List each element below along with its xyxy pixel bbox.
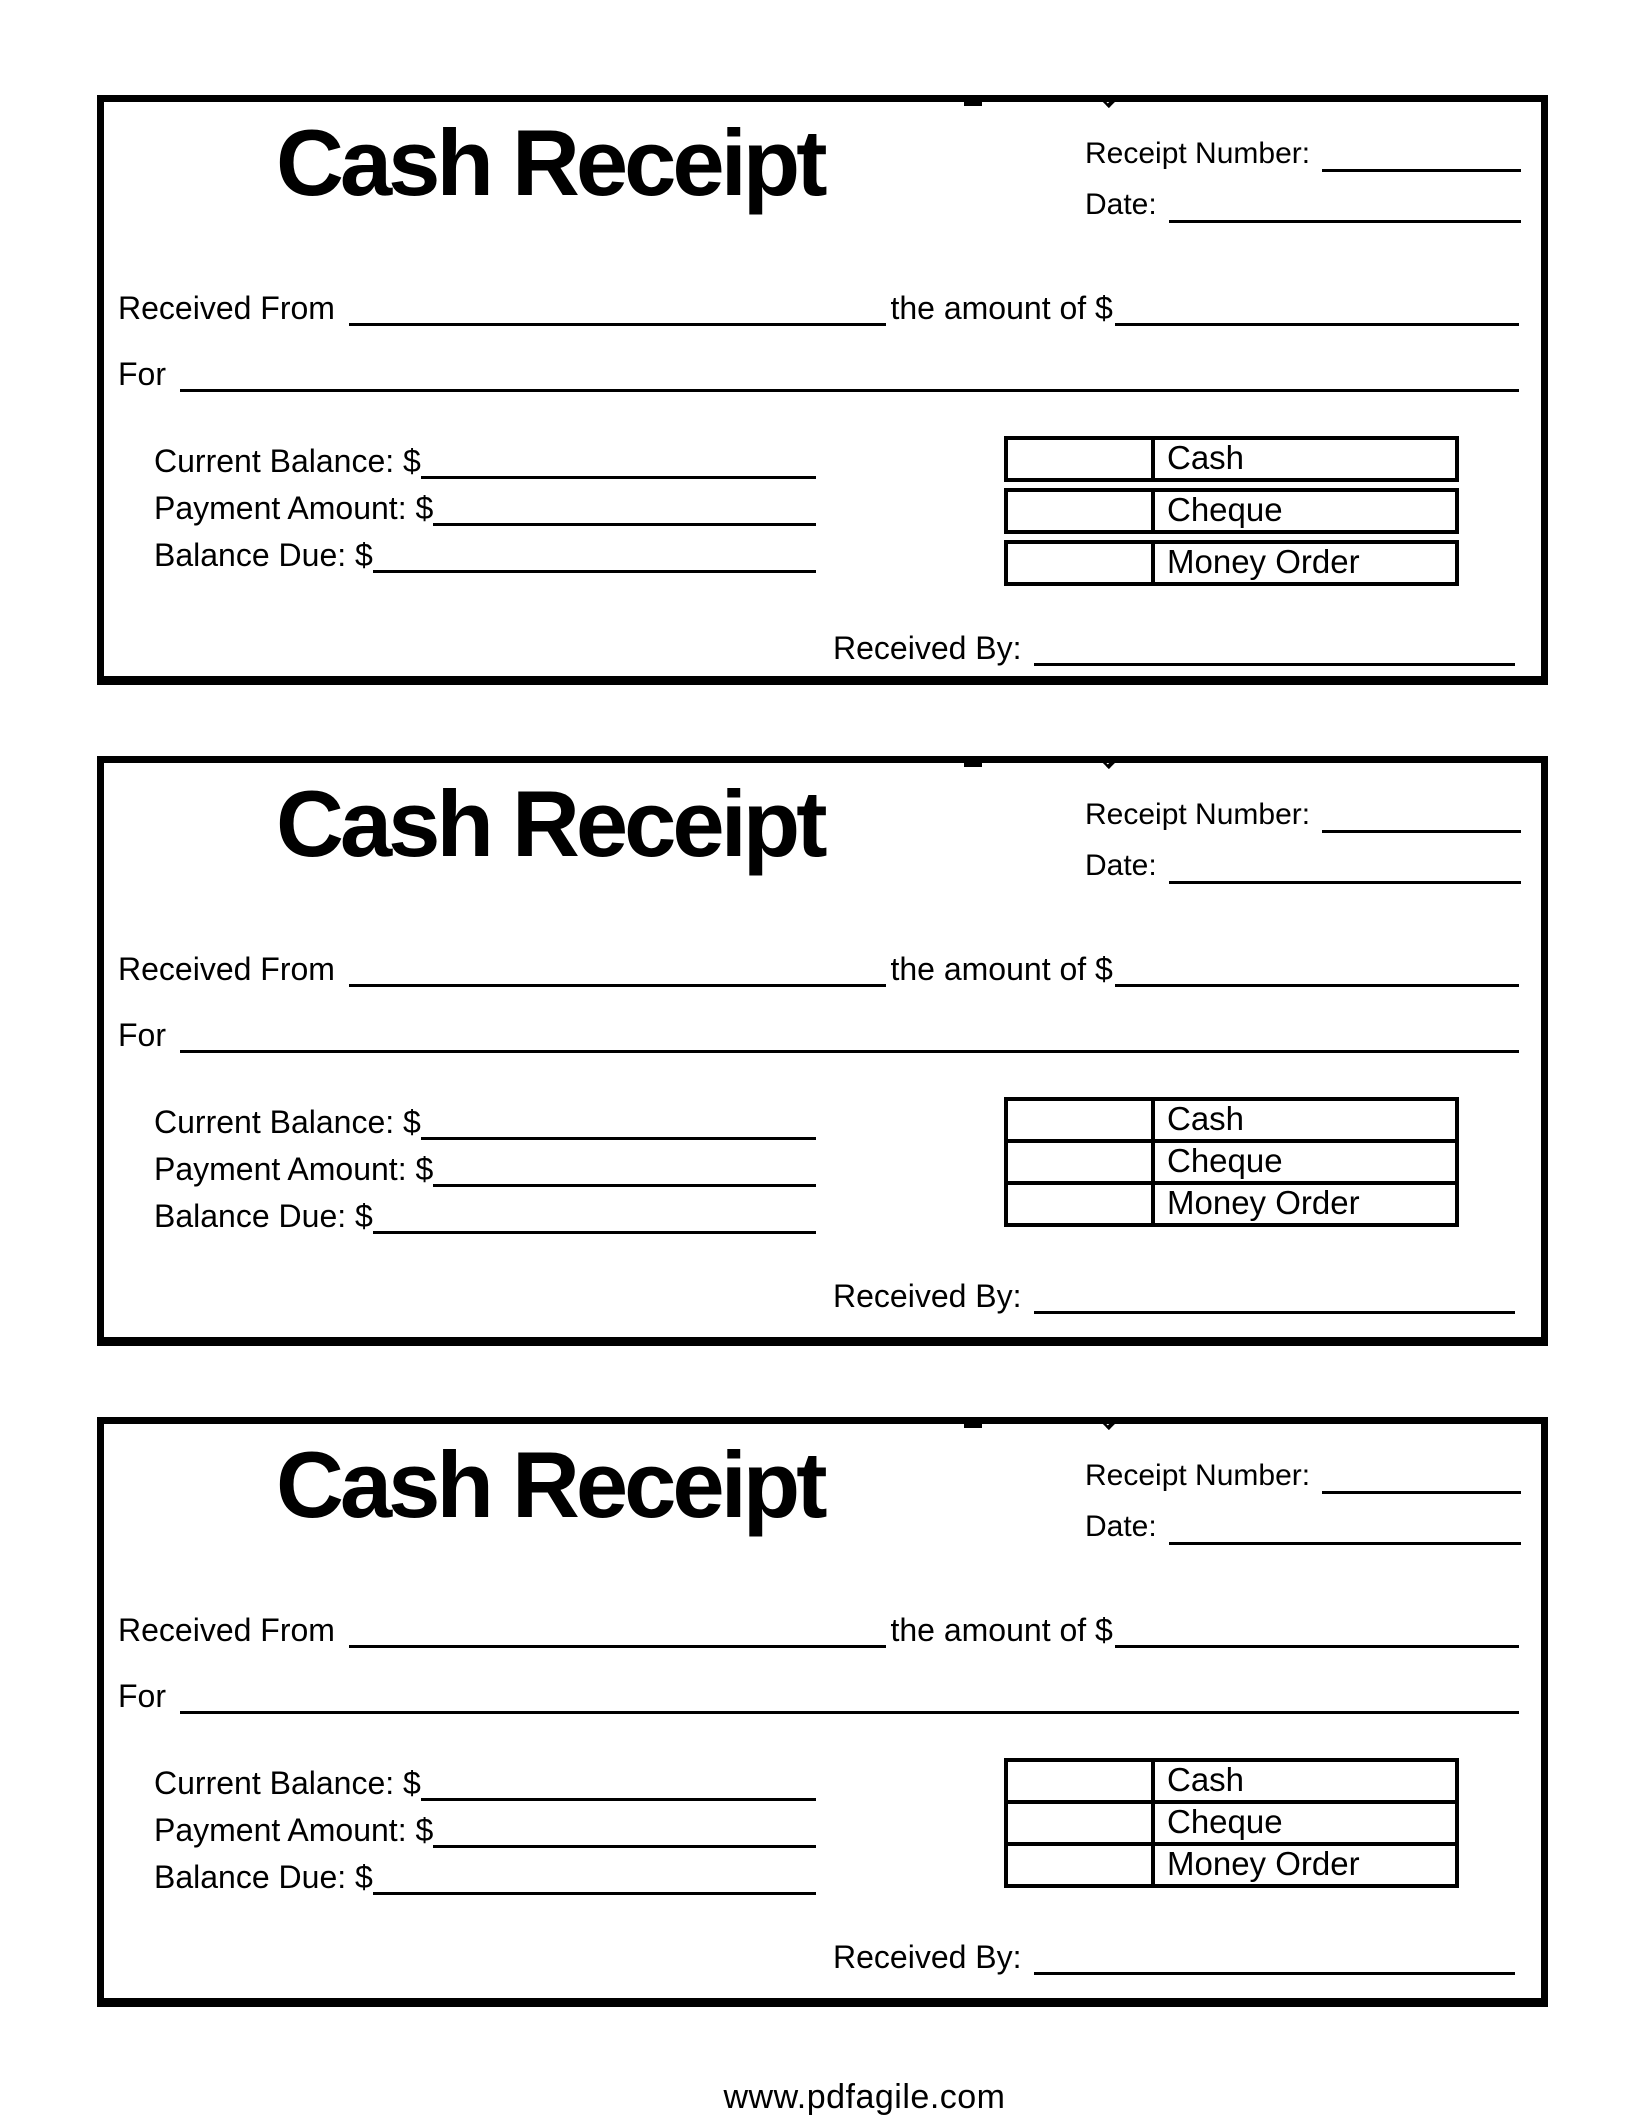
received-by-label: Received By:	[833, 630, 1022, 666]
current-balance-label: Current Balance: $	[154, 1104, 421, 1140]
received-by-label: Received By:	[833, 1278, 1022, 1314]
website-url: www.pdfagile.com	[723, 2078, 1006, 2116]
received-from-row	[104, 290, 1541, 326]
received-by-line[interactable]	[1034, 1282, 1515, 1314]
payment-method-label: Money Order	[1167, 1184, 1360, 1221]
payment-method-table	[1004, 1097, 1459, 1234]
payment-method-row	[1004, 436, 1459, 482]
balances-and-payment	[104, 432, 1541, 586]
payment-amount-line[interactable]	[433, 494, 816, 526]
received-from-line[interactable]	[349, 955, 887, 987]
payment-method-row	[1004, 1139, 1459, 1185]
receipt-number-row	[1085, 132, 1521, 172]
cash-receipt-card	[97, 1417, 1548, 2007]
balance-due-row	[154, 526, 816, 573]
payment-amount-line[interactable]	[433, 1816, 816, 1848]
receipt-number-line[interactable]	[1322, 140, 1521, 172]
payment-method-label: Cheque	[1167, 1803, 1283, 1840]
current-balance-row	[154, 1093, 816, 1140]
cash-receipt-card	[97, 95, 1548, 685]
received-by-label: Received By:	[833, 1939, 1022, 1975]
payment-method-row	[1004, 1800, 1459, 1846]
payment-method-label: Cash	[1167, 1761, 1245, 1798]
receipt-number-line[interactable]	[1322, 1462, 1521, 1494]
amount-line[interactable]	[1115, 294, 1519, 326]
receipt-number-label: Receipt Number:	[1085, 137, 1311, 170]
received-from-label: Received From	[118, 290, 335, 326]
payment-amount-row	[154, 1801, 816, 1848]
received-from-row	[104, 951, 1541, 987]
amount-label: the amount of $	[890, 951, 1113, 987]
for-label: For	[118, 1017, 166, 1053]
current-balance-row	[154, 1754, 816, 1801]
payment-method-checkbox[interactable]	[1008, 440, 1155, 478]
date-line[interactable]	[1169, 191, 1521, 223]
received-by-line[interactable]	[1034, 1943, 1515, 1975]
for-label: For	[118, 356, 166, 392]
payment-amount-row	[154, 1140, 816, 1187]
amount-line[interactable]	[1115, 955, 1519, 987]
current-balance-row	[154, 432, 816, 479]
received-from-line[interactable]	[349, 294, 887, 326]
current-balance-line[interactable]	[421, 1769, 816, 1801]
for-line[interactable]	[180, 1021, 1519, 1053]
payment-method-label: Cash	[1167, 1100, 1245, 1137]
payment-method-row	[1004, 1758, 1459, 1804]
date-row	[1085, 1505, 1521, 1545]
receipt-number-line[interactable]	[1322, 801, 1521, 833]
payment-method-table	[1004, 1758, 1459, 1895]
for-row	[104, 1678, 1541, 1714]
receipt-number-label: Receipt Number:	[1085, 1459, 1311, 1492]
payment-amount-label: Payment Amount: $	[154, 1151, 434, 1187]
payment-method-label: Cash	[1167, 439, 1245, 476]
cut-mark	[964, 1422, 982, 1428]
receipt-title: Cash Receipt	[276, 1432, 824, 1537]
payment-method-row	[1004, 1097, 1459, 1143]
cut-mark	[964, 761, 982, 767]
balance-due-label: Balance Due: $	[154, 1198, 373, 1234]
date-label: Date:	[1085, 849, 1157, 882]
balance-due-label: Balance Due: $	[154, 537, 373, 573]
receipt-title: Cash Receipt	[276, 110, 824, 215]
current-balance-line[interactable]	[421, 447, 816, 479]
receipt-header	[104, 763, 1541, 895]
current-balance-line[interactable]	[421, 1108, 816, 1140]
balance-due-row	[154, 1187, 816, 1234]
receipt-meta	[1085, 132, 1521, 234]
cash-receipt-card	[97, 756, 1548, 1346]
payment-amount-label: Payment Amount: $	[154, 1812, 434, 1848]
payment-method-checkbox[interactable]	[1008, 1762, 1155, 1800]
payment-method-checkbox[interactable]	[1008, 492, 1155, 530]
for-line[interactable]	[180, 1682, 1519, 1714]
balance-fields	[154, 1754, 816, 1895]
balance-fields	[154, 1093, 816, 1234]
for-row	[104, 1017, 1541, 1053]
receipt-header	[104, 102, 1541, 234]
payment-method-table	[1004, 436, 1459, 586]
receipt-meta	[1085, 793, 1521, 895]
amount-label: the amount of $	[890, 290, 1113, 326]
amount-line[interactable]	[1115, 1616, 1519, 1648]
payment-method-checkbox[interactable]	[1008, 1101, 1155, 1139]
payment-amount-line[interactable]	[433, 1155, 816, 1187]
payment-method-checkbox[interactable]	[1008, 1185, 1155, 1223]
receipt-header	[104, 1424, 1541, 1556]
payment-method-checkbox[interactable]	[1008, 544, 1155, 582]
for-label: For	[118, 1678, 166, 1714]
balance-due-line[interactable]	[373, 1202, 816, 1234]
balance-due-row	[154, 1848, 816, 1895]
cut-mark	[964, 100, 982, 106]
received-from-label: Received From	[118, 1612, 335, 1648]
balances-and-payment	[104, 1754, 1541, 1895]
receipt-title: Cash Receipt	[276, 771, 824, 876]
balance-due-line[interactable]	[373, 541, 816, 573]
date-label: Date:	[1085, 1510, 1157, 1543]
receipt-number-row	[1085, 1454, 1521, 1494]
balances-and-payment	[104, 1093, 1541, 1234]
payment-method-label: Cheque	[1167, 491, 1283, 528]
date-row	[1085, 844, 1521, 884]
balance-due-line[interactable]	[373, 1863, 816, 1895]
receipt-number-label: Receipt Number:	[1085, 798, 1311, 831]
balance-due-label: Balance Due: $	[154, 1859, 373, 1895]
payment-method-label: Money Order	[1167, 543, 1360, 580]
current-balance-label: Current Balance: $	[154, 1765, 421, 1801]
payment-method-row	[1004, 488, 1459, 534]
received-from-row	[104, 1612, 1541, 1648]
date-line[interactable]	[1169, 1513, 1521, 1545]
for-line[interactable]	[180, 360, 1519, 392]
current-balance-label: Current Balance: $	[154, 443, 421, 479]
received-by-row	[104, 630, 1541, 666]
payment-method-label: Cheque	[1167, 1142, 1283, 1179]
for-row	[104, 356, 1541, 392]
received-by-row	[104, 1278, 1541, 1314]
received-by-line[interactable]	[1034, 634, 1515, 666]
payment-method-row	[1004, 1842, 1459, 1888]
payment-method-row	[1004, 540, 1459, 586]
receipt-number-row	[1085, 793, 1521, 833]
payment-method-checkbox[interactable]	[1008, 1846, 1155, 1884]
payment-method-checkbox[interactable]	[1008, 1804, 1155, 1842]
payment-amount-row	[154, 479, 816, 526]
balance-fields	[154, 432, 816, 586]
date-row	[1085, 183, 1521, 223]
received-by-row	[104, 1939, 1541, 1975]
date-line[interactable]	[1169, 852, 1521, 884]
amount-label: the amount of $	[890, 1612, 1113, 1648]
payment-method-checkbox[interactable]	[1008, 1143, 1155, 1181]
payment-amount-label: Payment Amount: $	[154, 490, 434, 526]
payment-method-row	[1004, 1181, 1459, 1227]
receipt-meta	[1085, 1454, 1521, 1556]
received-from-label: Received From	[118, 951, 335, 987]
date-label: Date:	[1085, 188, 1157, 221]
received-from-line[interactable]	[349, 1616, 887, 1648]
payment-method-label: Money Order	[1167, 1845, 1360, 1882]
